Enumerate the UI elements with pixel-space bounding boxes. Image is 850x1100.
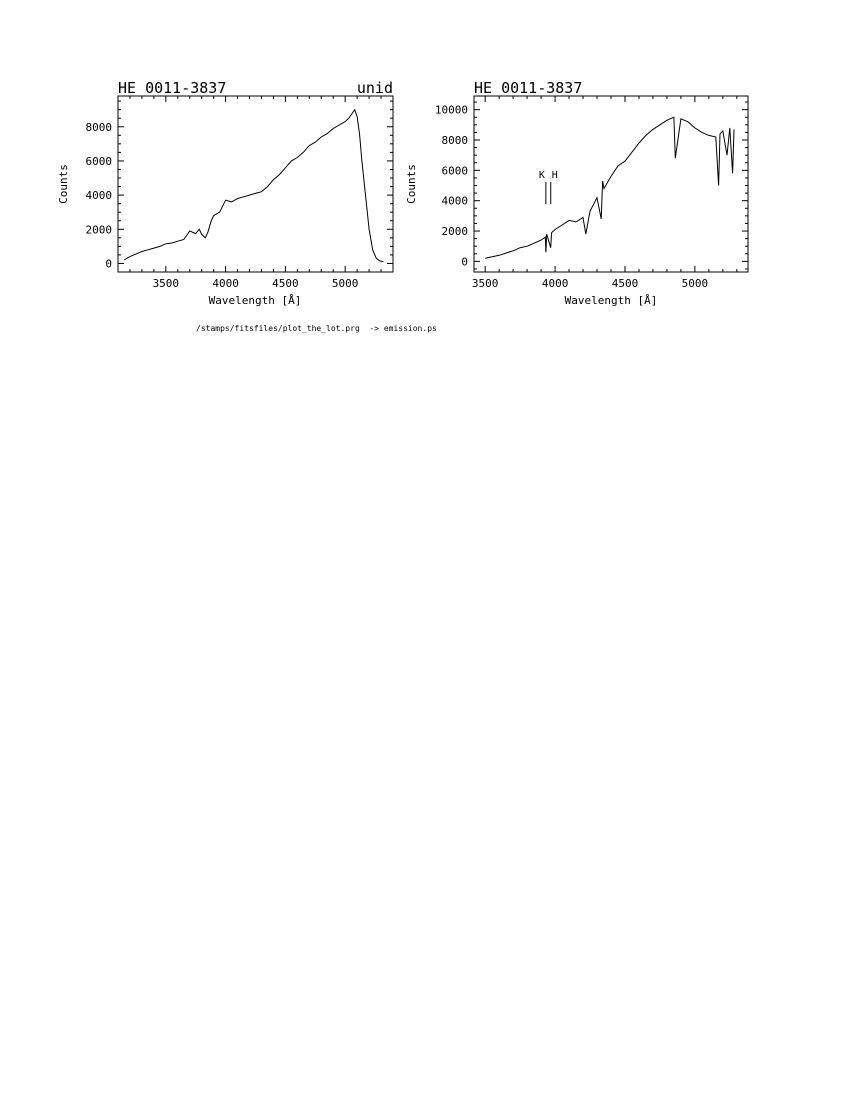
left-spectrum-line <box>124 110 383 262</box>
footer-caption: /stamps/fitsfiles/plot_the_lot.prg -> emission.ps <box>196 324 437 333</box>
y-tick-label: 0 <box>461 255 468 269</box>
x-tick-label: 4000 <box>541 277 569 290</box>
right-plot-ticks <box>474 96 748 272</box>
right-plot-tick-labels <box>435 104 708 290</box>
right-plot-line-markers <box>539 170 558 204</box>
line-marker-label-h: H <box>551 170 558 181</box>
right-plot-frame <box>474 96 748 272</box>
right-spectrum-panel <box>405 79 748 307</box>
y-tick-label: 2000 <box>85 223 112 237</box>
left-plot-ticks <box>118 96 393 272</box>
right-plot-title: HE 0011-3837 <box>474 79 583 97</box>
left-plot-ylabel: Counts <box>57 164 70 204</box>
x-tick-label: 3500 <box>471 277 499 290</box>
x-tick-label: 4000 <box>212 277 239 290</box>
x-tick-label: 5000 <box>331 277 359 290</box>
y-tick-label: 8000 <box>441 134 468 147</box>
y-tick-label: 4000 <box>85 189 112 203</box>
y-tick-label: 6000 <box>441 164 468 178</box>
line-marker-label-k: K <box>538 170 545 181</box>
left-plot-xlabel: Wavelength [Å] <box>208 294 302 307</box>
x-tick-label: 3500 <box>152 277 180 290</box>
x-tick-label: 4500 <box>611 277 639 290</box>
right-plot-ylabel: Counts <box>405 164 418 204</box>
right-spectrum-line <box>485 117 734 258</box>
x-tick-label: 4500 <box>272 277 299 290</box>
left-plot-title: HE 0011-3837 <box>118 79 227 97</box>
left-plot-tick-labels <box>86 121 359 290</box>
y-tick-label: 2000 <box>441 225 468 239</box>
right-plot-xlabel: Wavelength [Å] <box>564 294 658 307</box>
y-tick-label: 10000 <box>434 103 468 117</box>
y-tick-label: 6000 <box>85 154 112 168</box>
left-plot-frame <box>118 96 393 272</box>
y-tick-label: 4000 <box>441 194 468 208</box>
left-spectrum-panel <box>57 79 393 307</box>
x-tick-label: 5000 <box>681 277 709 290</box>
left-plot-classification: unid <box>356 79 393 97</box>
y-tick-label: 0 <box>105 257 112 271</box>
y-tick-label: 8000 <box>85 120 112 134</box>
